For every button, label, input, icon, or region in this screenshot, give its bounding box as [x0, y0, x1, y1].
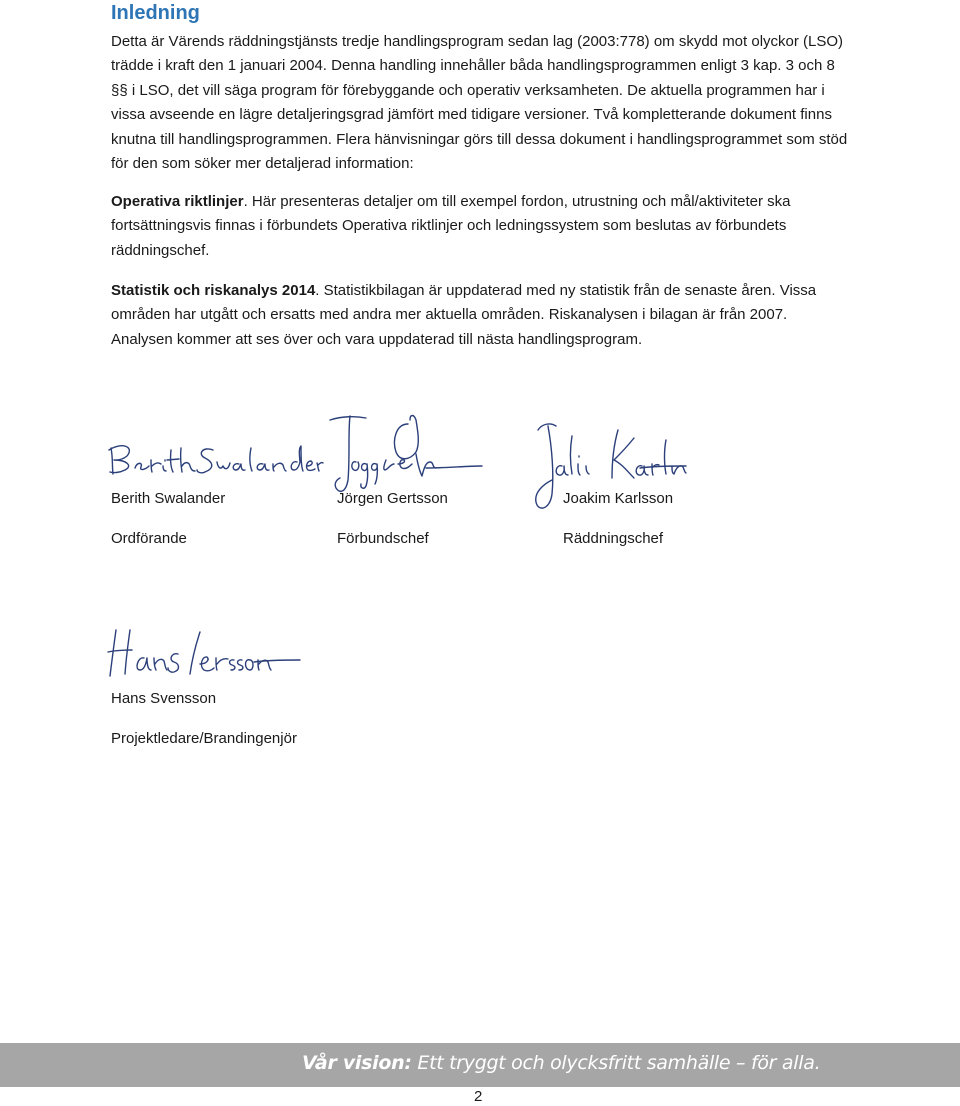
vision-text: Ett tryggt och olycksfritt samhälle – för alla. [411, 1052, 821, 1074]
operative-guidelines-paragraph [111, 190, 851, 263]
statistics-text: . Statistikbilagan är uppdaterad med ny statistik från de senaste åren. Vissa områden har utgått och ersatts med andra mer aktuella områden. Riskanalysen i bilagan är från 2007. Analysen kommer att ses över och vara uppdaterad till nästa handlingsprogram. [111, 282, 817, 348]
signatory-role: Ordförande [111, 530, 187, 547]
signatory-role: Räddningschef [563, 530, 664, 547]
vision-statement [302, 1052, 820, 1074]
operative-guidelines-text: . Här presenteras detaljer om till exempel fordon, utrustning och mål/aktiviteter ska fortsättningsvis finnas i förbundets Operativa riktlinjer och ledningssystem som beslutas av förbundets räddningschef. [111, 193, 791, 259]
operative-guidelines-title: Operativa riktlinjer [111, 193, 244, 210]
signature-jorgen-gertsson [326, 410, 486, 502]
section-heading: Inledning [111, 2, 200, 24]
signatory-name: Berith Swalander [111, 490, 226, 507]
signature-berith-swalander [105, 436, 325, 480]
signatory-name: Hans Svensson [111, 690, 217, 707]
intro-paragraph: Detta är Värends räddningstjänsts tredje handlingsprogram sedan lag (2003:778) om skydd mot olyckor (LSO) trädde i kraft den 1 januari 2004. Denna handling innehåller båda handlingsprogrammen enligt 3 kap. 3 och 8 §§ i LSO, det vill säga program för förebyggande och operativ verksamheten. De aktuella programmen har i vissa avseende en lägre detaljeringsgrad jämfört med tidigare versioner. Två kompletterande dokument finns knutna till handlingsprogrammen. Flera hänvisningar görs till dessa dokument i handlingsprogrammet som stöd för den som söker mer detaljerad information: [111, 33, 848, 173]
signatory-name: Joakim Karlsson [563, 490, 674, 507]
statistics-title: Statistik och riskanalys 2014 [111, 282, 316, 299]
signatory-name: Jörgen Gertsson [337, 490, 448, 507]
page-number: 2 [474, 1088, 483, 1105]
signatory-role: Projektledare/Brandingenjör [111, 730, 297, 747]
signature-hans-svensson [104, 624, 304, 680]
statistics-paragraph [111, 279, 851, 352]
signatory-role: Förbundschef [337, 530, 429, 547]
vision-label: Vår vision: [302, 1052, 412, 1074]
